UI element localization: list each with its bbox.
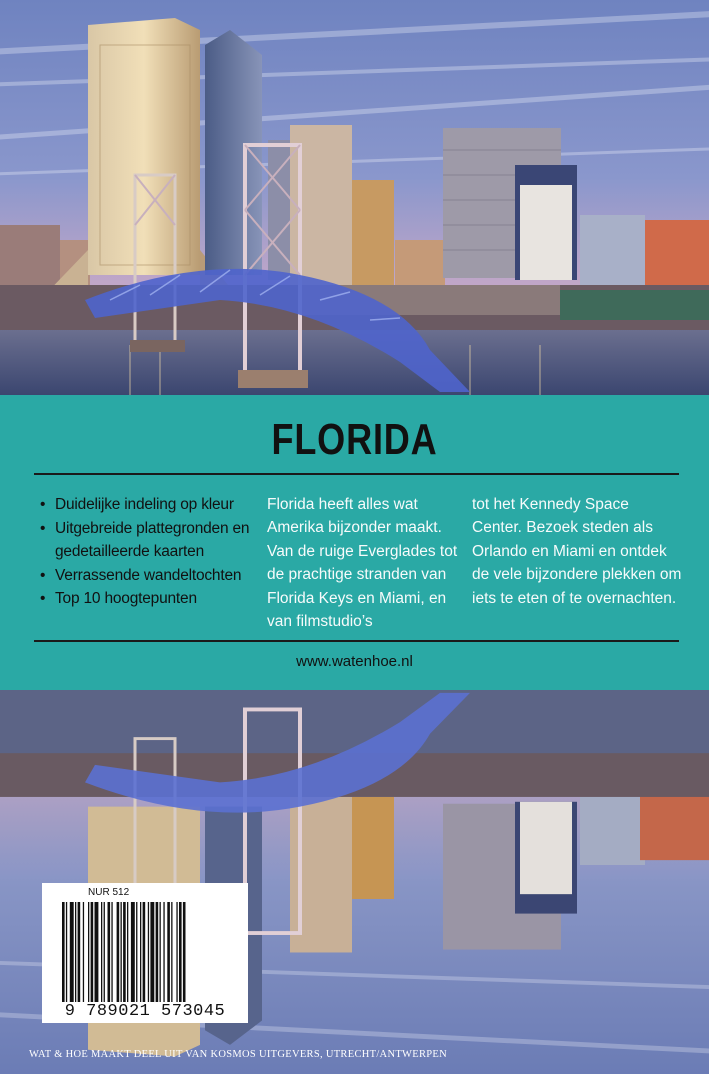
feature-item: • Duidelijke indeling op kleur bbox=[38, 493, 263, 517]
barcode-label bbox=[42, 883, 248, 1023]
feature-list bbox=[38, 493, 263, 611]
description-column-2: tot het Kennedy Space Center. Bezoek steden als Orlando en Miami en ontdek de vele bijzondere plekken om iets te eten of te overnachten. bbox=[472, 496, 682, 607]
barcode-icon bbox=[62, 902, 228, 1002]
isbn-number: 9 789021 573045 bbox=[64, 1002, 226, 1021]
divider-top bbox=[34, 473, 679, 475]
info-band bbox=[0, 395, 709, 690]
divider-bottom bbox=[34, 640, 679, 642]
feature-item: • Top 10 hoogtepunten bbox=[38, 587, 263, 611]
description-column-1: Florida heeft alles wat Amerika bijzonder maakt. Van de ruige Everglades tot de prachtige stranden van Florida Keys en Miami, en van filmstudio’s bbox=[267, 496, 458, 631]
nur-code: NUR 512 bbox=[88, 887, 130, 898]
book-title: FLORIDA bbox=[271, 415, 438, 464]
skyline-photo bbox=[0, 0, 709, 395]
website-url: www.watenhoe.nl bbox=[296, 653, 413, 670]
feature-item: • Uitgebreide plattegronden en gedetailleerde kaarten bbox=[38, 517, 263, 564]
publisher-note: WAT & HOE MAAKT DEEL UIT VAN KOSMOS UITGEVERS, UTRECHT/ANTWERPEN bbox=[29, 1049, 448, 1060]
feature-item: • Verrassende wandeltochten bbox=[38, 564, 263, 588]
skyline-illustration bbox=[0, 0, 709, 395]
